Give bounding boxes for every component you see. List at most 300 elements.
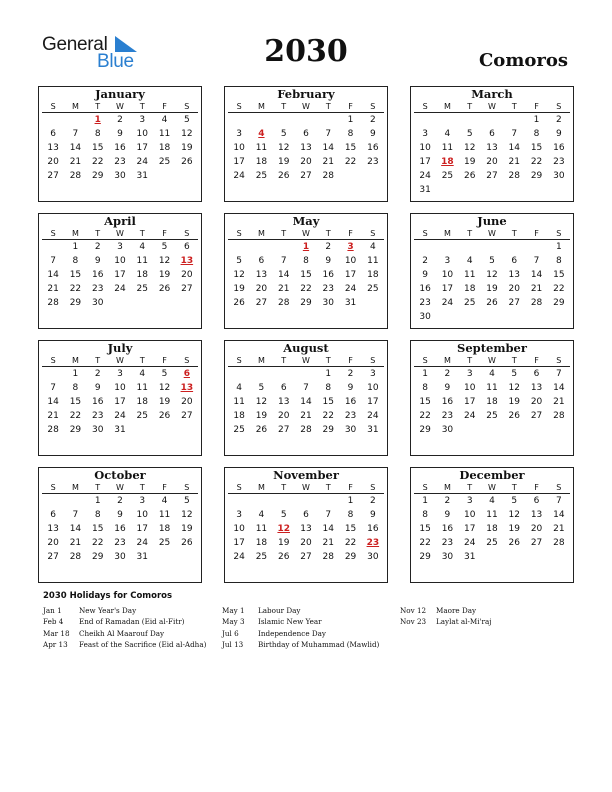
holiday-day-cell: 18 (441, 157, 454, 167)
empty-day-cell (250, 367, 272, 381)
month-december (410, 467, 574, 583)
day-cell: 30 (553, 171, 565, 181)
day-cell: 15 (322, 397, 334, 407)
week-row (42, 409, 198, 423)
empty-day-cell (414, 240, 436, 254)
day-cell: 7 (72, 129, 79, 139)
week-row (228, 113, 384, 127)
day-cell: 18 (158, 143, 171, 153)
day-cell: 24 (136, 538, 148, 548)
weekday-label: S (370, 356, 376, 365)
day-cell: 26 (463, 171, 476, 181)
day-cell: 19 (255, 411, 268, 421)
day-cell: 15 (530, 143, 543, 153)
holiday-entry (222, 640, 379, 651)
week-row (42, 381, 198, 395)
empty-day-cell (250, 113, 272, 127)
week-row (42, 423, 198, 437)
holiday-date: Jul 6 (222, 628, 239, 638)
weekday-label: W (116, 483, 124, 492)
empty-day-cell (153, 550, 175, 564)
weekday-label: W (488, 102, 496, 111)
weekday-label: T (281, 229, 287, 238)
day-cell: 16 (114, 524, 126, 534)
day-cell: 20 (277, 411, 290, 421)
day-cell: 15 (419, 397, 431, 407)
day-cell: 3 (369, 369, 376, 379)
day-cell: 29 (344, 552, 357, 562)
weekday-label: M (71, 356, 79, 365)
day-cell: 13 (47, 524, 59, 534)
holiday-entry (400, 617, 491, 628)
day-cell: 28 (277, 298, 290, 308)
holiday-name: Cheikh Al Maarouf Day (79, 628, 165, 638)
day-cell: 15 (69, 270, 82, 280)
weekday-label: S (184, 356, 190, 365)
day-cell: 12 (158, 383, 171, 393)
day-cell: 19 (158, 270, 171, 280)
weekday-label: T (511, 483, 517, 492)
day-cell: 8 (533, 129, 540, 139)
day-cell: 28 (553, 411, 565, 421)
week-row (42, 254, 198, 268)
day-cell: 2 (325, 242, 332, 252)
day-cell: 18 (255, 538, 268, 548)
week-row (414, 169, 570, 183)
day-cell: 30 (419, 312, 431, 322)
week-row (228, 268, 384, 282)
weekday-label: T (95, 483, 101, 492)
weekday-label: T (95, 356, 101, 365)
day-cell: 11 (233, 397, 245, 407)
day-cell: 20 (181, 270, 193, 280)
empty-day-cell (42, 367, 64, 381)
week-row (42, 508, 198, 522)
week-row (228, 381, 384, 395)
weekday-label: S (50, 229, 56, 238)
day-cell: 9 (94, 256, 101, 266)
day-cell: 9 (117, 129, 123, 139)
holiday-entry (43, 629, 206, 640)
weekday-label: S (184, 229, 190, 238)
day-cell: 17 (136, 143, 148, 153)
weekday-label: F (534, 483, 539, 492)
holidays-title: 2030 Holidays for Comoros (43, 591, 173, 601)
day-cell: 12 (463, 143, 476, 153)
empty-day-cell (362, 169, 384, 183)
empty-day-cell (176, 169, 198, 183)
week-row (42, 240, 198, 254)
day-cell: 11 (158, 510, 171, 520)
day-cell: 20 (508, 284, 520, 294)
day-cell: 26 (277, 552, 290, 562)
weekday-label: W (488, 483, 496, 492)
day-cell: 11 (463, 270, 476, 280)
month-name: May (292, 214, 320, 228)
day-cell: 27 (47, 171, 59, 181)
weekday-label: F (348, 483, 353, 492)
day-cell: 29 (419, 552, 431, 562)
weekday-label: W (302, 229, 310, 238)
weekday-header (414, 101, 570, 113)
empty-day-cell (131, 296, 153, 310)
empty-day-cell (548, 423, 570, 437)
month-april (38, 213, 202, 329)
day-cell: 10 (136, 510, 148, 520)
day-cell: 16 (441, 397, 454, 407)
day-cell: 5 (183, 496, 190, 506)
day-cell: 3 (422, 129, 428, 139)
month-august (224, 340, 388, 456)
weekday-label: T (511, 356, 517, 365)
day-cell: 23 (441, 538, 454, 548)
day-cell: 11 (158, 129, 171, 139)
day-cell: 22 (69, 411, 82, 421)
empty-day-cell (295, 113, 317, 127)
day-cell: 14 (322, 143, 334, 153)
week-row (228, 409, 384, 423)
day-cell: 17 (136, 524, 148, 534)
day-cell: 9 (369, 510, 376, 520)
weekday-label: W (302, 102, 310, 111)
day-cell: 24 (367, 411, 379, 421)
day-cell: 26 (277, 171, 290, 181)
weekday-label: S (422, 356, 428, 365)
day-cell: 4 (258, 510, 265, 520)
day-cell: 22 (553, 284, 565, 294)
day-cell: 29 (419, 425, 431, 435)
day-cell: 3 (444, 256, 451, 266)
month-november (224, 467, 388, 583)
day-cell: 22 (322, 411, 334, 421)
day-cell: 1 (325, 369, 332, 379)
weekday-label: F (348, 229, 353, 238)
weekday-label: M (443, 483, 451, 492)
day-cell: 1 (533, 115, 540, 125)
holiday-name: End of Ramadan (Eid al-Fitr) (79, 617, 185, 627)
day-cell: 15 (91, 143, 104, 153)
weekday-header (228, 482, 384, 494)
weekday-label: M (71, 102, 79, 111)
day-cell: 23 (91, 284, 104, 294)
day-cell: 6 (50, 129, 56, 139)
day-cell: 6 (258, 256, 265, 266)
week-row (228, 522, 384, 536)
day-cell: 26 (486, 298, 498, 308)
empty-day-cell (317, 113, 339, 127)
weekday-label: S (184, 483, 190, 492)
day-cell: 25 (463, 298, 476, 308)
day-cell: 1 (347, 496, 354, 506)
day-cell: 13 (300, 524, 312, 534)
day-cell: 10 (233, 524, 245, 534)
week-row (228, 155, 384, 169)
holiday-day-cell: 13 (180, 383, 194, 393)
weekday-label: S (556, 102, 562, 111)
day-cell: 26 (233, 298, 245, 308)
weekday-label: F (162, 102, 167, 111)
day-cell: 18 (136, 397, 148, 407)
day-cell: 21 (553, 397, 565, 407)
day-cell: 28 (322, 171, 334, 181)
day-cell: 2 (94, 369, 101, 379)
day-cell: 10 (136, 129, 148, 139)
day-cell: 28 (69, 171, 82, 181)
day-cell: 9 (422, 270, 428, 280)
day-cell: 19 (277, 538, 290, 548)
day-cell: 17 (419, 157, 431, 167)
day-cell: 31 (367, 425, 379, 435)
day-cell: 8 (94, 129, 101, 139)
empty-day-cell (228, 240, 250, 254)
day-cell: 3 (139, 496, 146, 506)
day-cell: 13 (300, 143, 312, 153)
day-cell: 2 (117, 115, 123, 125)
day-cell: 16 (419, 284, 431, 294)
month-october (38, 467, 202, 583)
day-cell: 19 (158, 397, 171, 407)
day-cell: 18 (367, 270, 379, 280)
weekday-label: T (139, 102, 145, 111)
weekday-label: T (467, 483, 473, 492)
weekday-header (414, 355, 570, 367)
day-cell: 19 (508, 524, 520, 534)
month-name: February (277, 87, 335, 101)
day-cell: 27 (255, 298, 268, 308)
week-row (414, 381, 570, 395)
week-row (42, 282, 198, 296)
day-cell: 12 (486, 270, 498, 280)
day-cell: 4 (444, 129, 451, 139)
day-cell: 24 (344, 284, 357, 294)
weekday-label: T (467, 356, 473, 365)
day-cell: 31 (419, 185, 431, 195)
day-cell: 25 (486, 411, 498, 421)
week-row (42, 395, 198, 409)
day-cell: 14 (47, 397, 59, 407)
day-cell: 28 (508, 171, 520, 181)
day-cell: 2 (117, 496, 123, 506)
day-cell: 2 (94, 242, 101, 252)
day-cell: 18 (158, 524, 171, 534)
empty-day-cell (436, 183, 458, 197)
week-row (228, 508, 384, 522)
empty-day-cell (503, 113, 525, 127)
day-cell: 15 (344, 143, 357, 153)
day-cell: 16 (553, 143, 565, 153)
day-cell: 2 (555, 115, 562, 125)
day-cell: 7 (303, 383, 309, 393)
empty-day-cell (153, 423, 175, 437)
week-row (42, 536, 198, 550)
weekday-label: S (556, 356, 562, 365)
weekday-label: S (370, 102, 376, 111)
empty-day-cell (228, 494, 250, 508)
weekday-label: S (236, 356, 242, 365)
week-row (414, 522, 570, 536)
day-cell: 25 (136, 411, 148, 421)
day-cell: 5 (161, 242, 168, 252)
day-cell: 7 (72, 510, 79, 520)
day-cell: 2 (347, 369, 354, 379)
holiday-date: May 3 (222, 617, 245, 627)
day-cell: 11 (486, 383, 498, 393)
month-name: March (471, 87, 513, 101)
week-row (414, 536, 570, 550)
week-row (228, 240, 384, 254)
day-cell: 4 (161, 115, 168, 125)
month-february (224, 86, 388, 202)
day-cell: 25 (255, 552, 268, 562)
day-cell: 7 (50, 383, 56, 393)
day-cell: 4 (161, 496, 168, 506)
day-cell: 1 (422, 369, 428, 379)
empty-day-cell (503, 240, 525, 254)
holiday-date: Nov 12 (400, 606, 427, 615)
day-cell: 14 (530, 270, 543, 280)
day-cell: 5 (280, 129, 287, 139)
empty-day-cell (250, 240, 272, 254)
logo-word-blue: Blue (97, 51, 134, 72)
day-cell: 26 (158, 284, 171, 294)
day-cell: 21 (322, 538, 334, 548)
week-row (42, 127, 198, 141)
week-row (228, 367, 384, 381)
empty-day-cell (176, 423, 198, 437)
day-cell: 15 (69, 397, 82, 407)
day-cell: 25 (158, 538, 171, 548)
week-row (42, 296, 198, 310)
day-cell: 13 (530, 383, 543, 393)
empty-day-cell (250, 494, 272, 508)
day-cell: 6 (303, 510, 309, 520)
empty-day-cell (548, 310, 570, 324)
day-cell: 10 (114, 383, 126, 393)
weekday-label: M (443, 356, 451, 365)
month-september (410, 340, 574, 456)
day-cell: 3 (466, 496, 473, 506)
holiday-date: Jan 1 (43, 606, 62, 615)
day-cell: 1 (422, 496, 428, 506)
day-cell: 12 (181, 129, 193, 139)
day-cell: 14 (277, 270, 290, 280)
day-cell: 3 (117, 242, 123, 252)
day-cell: 12 (255, 397, 268, 407)
day-cell: 11 (486, 510, 498, 520)
day-cell: 25 (486, 538, 498, 548)
weekday-label: F (162, 483, 167, 492)
day-cell: 17 (233, 538, 245, 548)
week-row (228, 550, 384, 564)
weekday-header (228, 101, 384, 113)
day-cell: 18 (463, 284, 476, 294)
day-cell: 20 (530, 397, 543, 407)
day-cell: 22 (69, 284, 82, 294)
month-july (38, 340, 202, 456)
day-cell: 27 (47, 552, 59, 562)
empty-day-cell (42, 113, 64, 127)
weekday-label: T (139, 483, 145, 492)
day-cell: 9 (347, 383, 354, 393)
day-cell: 20 (300, 538, 312, 548)
day-cell: 5 (280, 510, 287, 520)
weekday-label: S (236, 229, 242, 238)
week-row (228, 282, 384, 296)
day-cell: 7 (533, 256, 540, 266)
week-row (228, 141, 384, 155)
week-row (414, 296, 570, 310)
week-row (42, 155, 198, 169)
empty-day-cell (153, 296, 175, 310)
week-row (42, 268, 198, 282)
day-cell: 18 (486, 397, 498, 407)
day-cell: 30 (91, 298, 104, 308)
day-cell: 21 (47, 411, 59, 421)
day-cell: 21 (322, 157, 334, 167)
day-cell: 23 (419, 298, 431, 308)
holiday-name: Independence Day (258, 628, 326, 638)
day-cell: 23 (553, 157, 565, 167)
holiday-day-cell: 23 (366, 538, 380, 548)
day-cell: 25 (367, 284, 379, 294)
day-cell: 30 (114, 171, 126, 181)
day-cell: 27 (277, 425, 290, 435)
day-cell: 22 (419, 538, 431, 548)
day-cell: 20 (255, 284, 268, 294)
day-cell: 11 (136, 383, 148, 393)
empty-day-cell (503, 423, 525, 437)
day-cell: 23 (344, 411, 357, 421)
day-cell: 24 (463, 538, 476, 548)
week-row (414, 494, 570, 508)
day-cell: 10 (233, 143, 245, 153)
day-cell: 22 (530, 157, 543, 167)
day-cell: 27 (300, 552, 312, 562)
weekday-label: S (370, 229, 376, 238)
day-cell: 23 (114, 157, 126, 167)
day-cell: 14 (553, 383, 565, 393)
day-cell: 27 (530, 538, 543, 548)
holiday-entry (43, 617, 206, 628)
day-cell: 9 (444, 383, 451, 393)
weekday-label: S (50, 483, 56, 492)
empty-day-cell (228, 367, 250, 381)
day-cell: 21 (277, 284, 290, 294)
day-cell: 16 (91, 397, 104, 407)
week-row (414, 423, 570, 437)
empty-day-cell (436, 113, 458, 127)
calendar-year-title: 2030 (264, 34, 348, 69)
day-cell: 16 (367, 143, 379, 153)
day-cell: 10 (419, 143, 431, 153)
day-cell: 13 (508, 270, 520, 280)
empty-day-cell (459, 310, 481, 324)
day-cell: 4 (236, 383, 242, 393)
weekday-label: T (325, 483, 331, 492)
day-cell: 28 (322, 552, 334, 562)
day-cell: 15 (553, 270, 565, 280)
day-cell: 10 (463, 383, 476, 393)
week-row (228, 296, 384, 310)
week-row (414, 113, 570, 127)
week-row (42, 550, 198, 564)
day-cell: 31 (463, 552, 476, 562)
day-cell: 7 (555, 496, 562, 506)
day-cell: 5 (489, 256, 495, 266)
day-cell: 21 (530, 284, 543, 294)
holiday-name: Feast of the Sacrifice (Eid al-Adha) (79, 639, 207, 649)
day-cell: 5 (511, 369, 518, 379)
